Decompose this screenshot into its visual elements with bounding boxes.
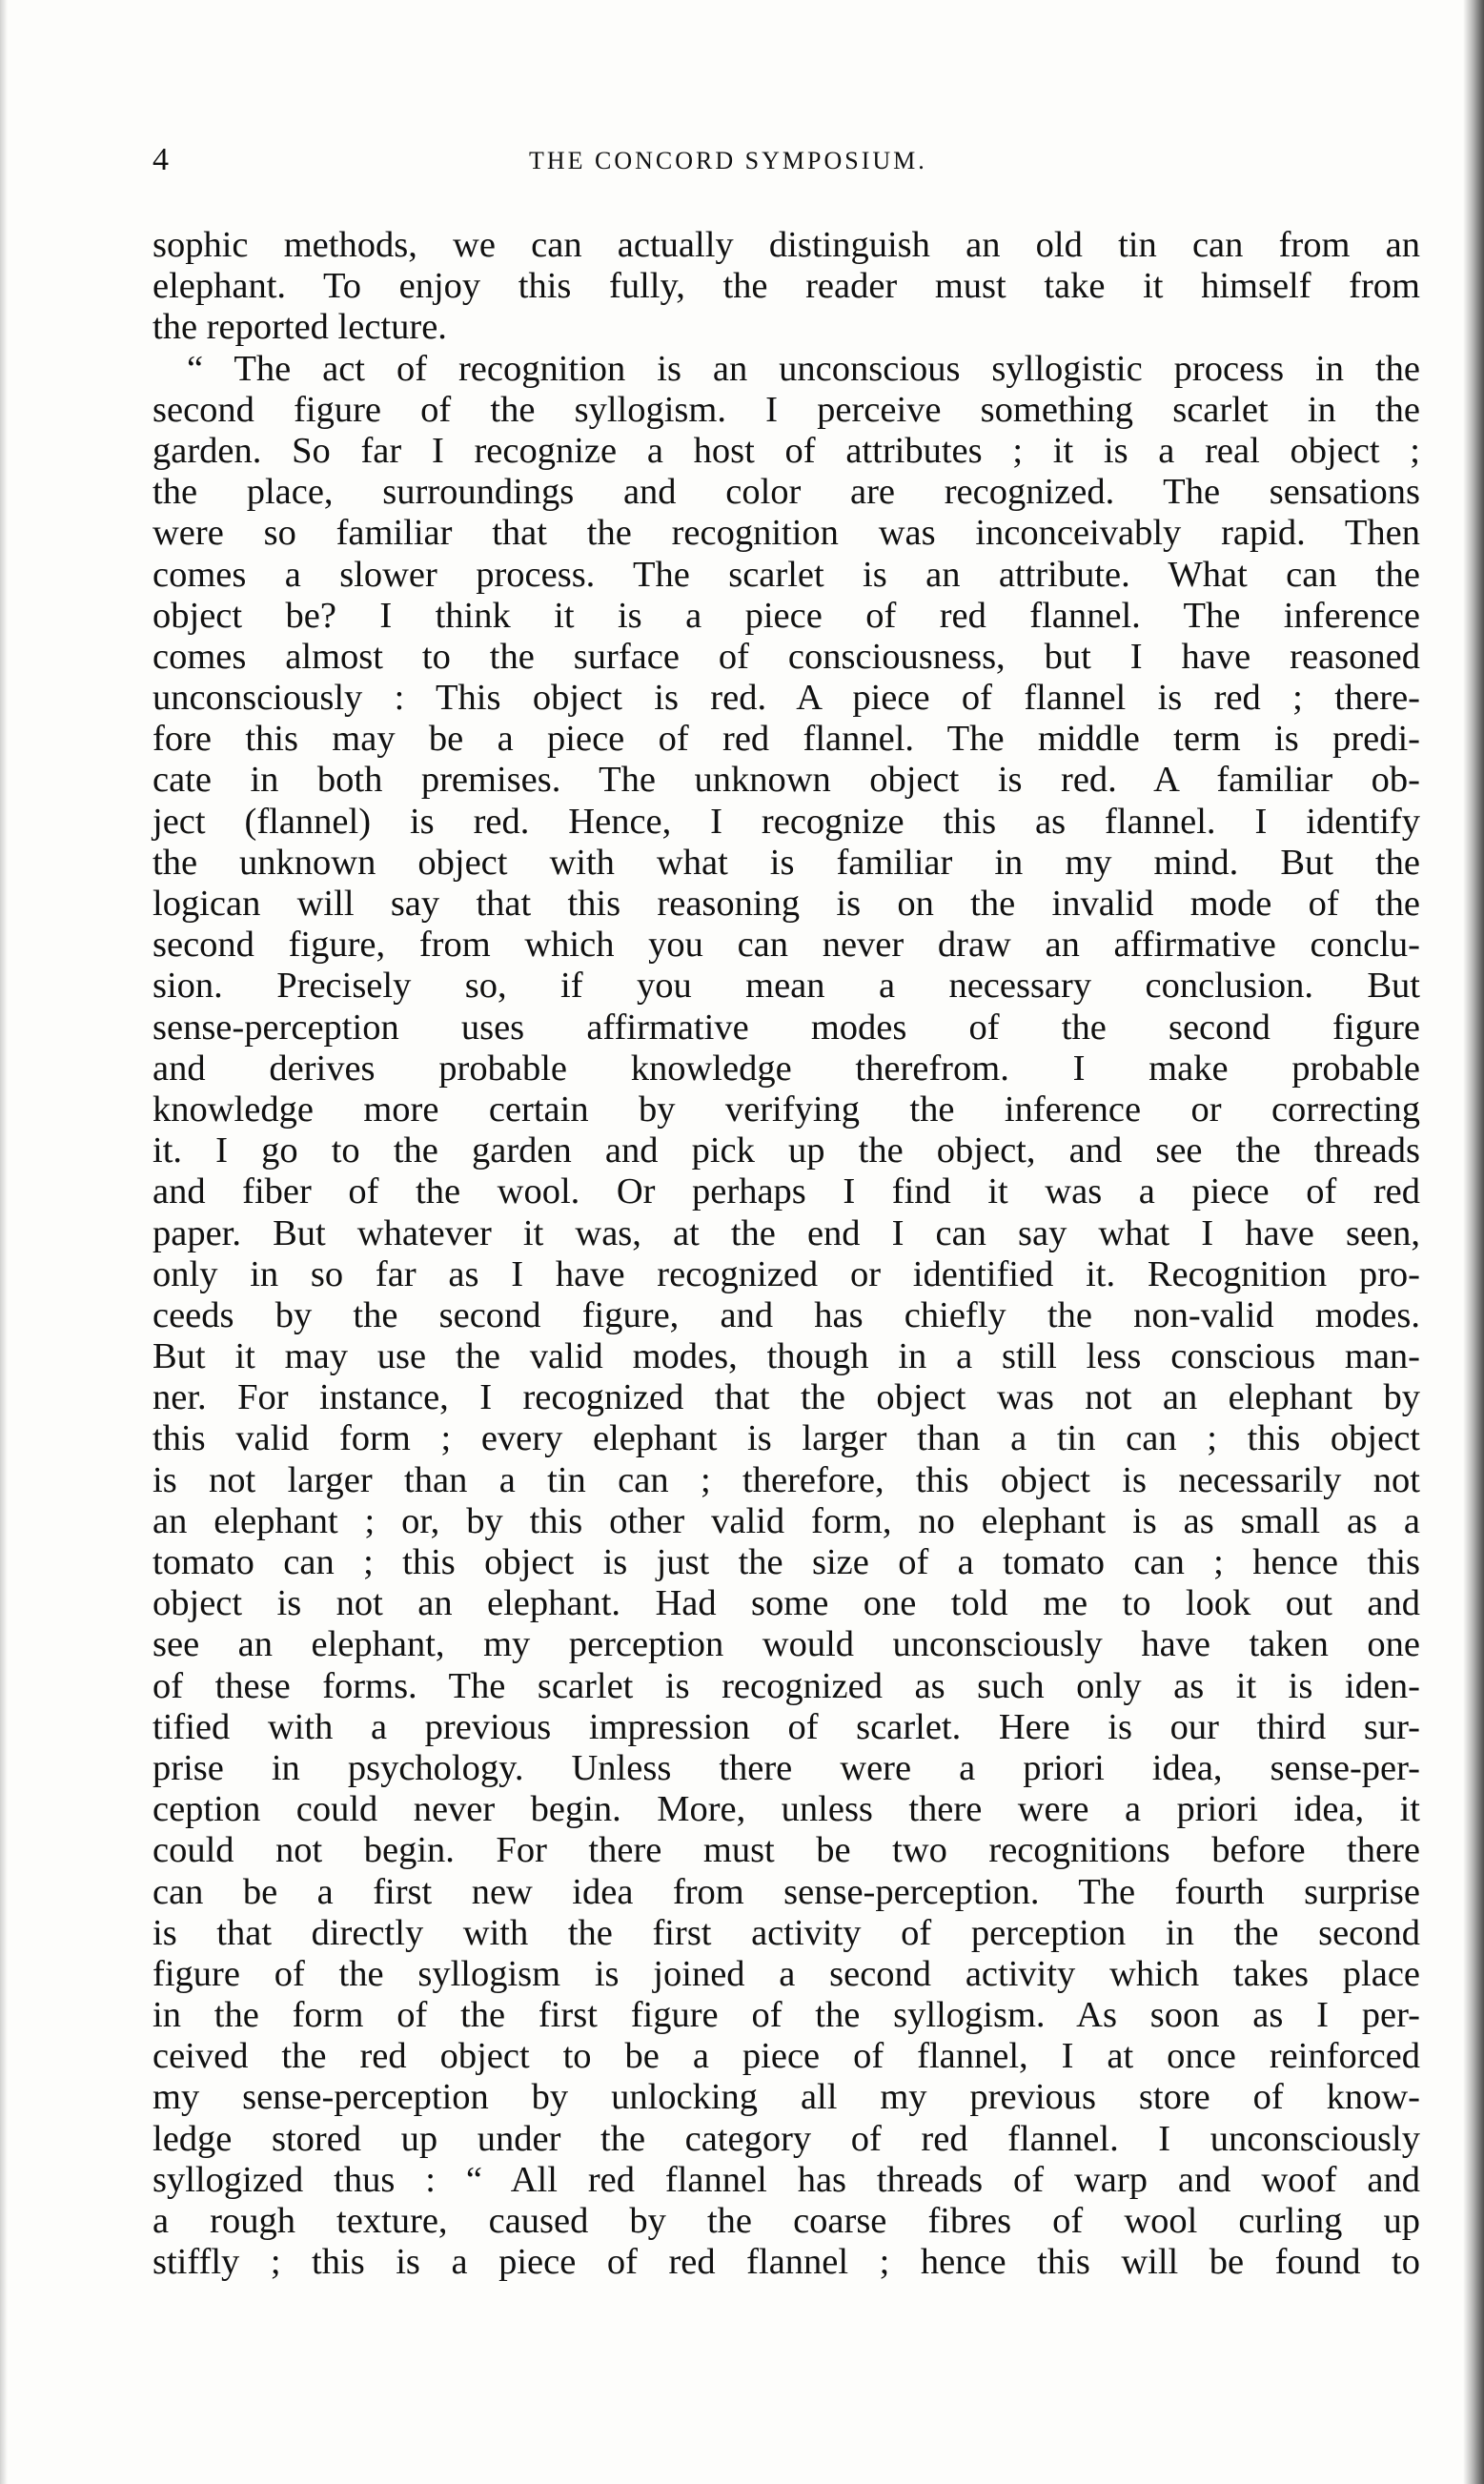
text-line: my sense-perception by unlocking all my previous store of know- — [152, 2077, 1420, 2118]
page-header — [152, 141, 1420, 179]
text-line: is not larger than a tin can ; therefore, this object is necessarily not — [152, 1459, 1420, 1500]
text-line: ject (flannel) is red. Hence, I recognize this as flannel. I identify — [152, 801, 1420, 842]
text-line: object is not an elephant. Had some one told me to look out and — [152, 1583, 1420, 1624]
text-line: cate in both premises. The unknown object is red. A familiar ob- — [152, 760, 1420, 801]
text-line: ception could never begin. More, unless there were a priori idea, it — [152, 1789, 1420, 1830]
text-line: of these forms. The scarlet is recognized as such only as it is iden- — [152, 1665, 1420, 1706]
text-line: only in so far as I have recognized or identified it. Recognition pro- — [152, 1253, 1420, 1294]
text-line: a rough texture, caused by the coarse fibres of wool curling up — [152, 2201, 1420, 2241]
text-line: sophic methods, we can actually distinguish an old tin can from an — [152, 225, 1420, 265]
text-line: sion. Precisely so, if you mean a necessary conclusion. But — [152, 966, 1420, 1007]
text-line: fore this may be a piece of red flannel. The middle term is predi- — [152, 719, 1420, 760]
running-head: THE CONCORD SYMPOSIUM. — [529, 147, 927, 174]
text-line: were so familiar that the recognition was inconceivably rapid. Then — [152, 513, 1420, 554]
text-line: second figure, from which you can never draw an affirmative conclu- — [152, 925, 1420, 966]
page-binding-shadow — [1463, 0, 1484, 2484]
text-line: it. I go to the garden and pick up the object, and see the threads — [152, 1130, 1420, 1171]
text-line: ledge stored up under the category of red flannel. I unconsciously — [152, 2118, 1420, 2159]
text-line: in the form of the first figure of the syllogism. As soon as I per- — [152, 1995, 1420, 2036]
text-line: But it may use the valid modes, though in a still less conscious man- — [152, 1336, 1420, 1377]
text-line: tified with a previous impression of scarlet. Here is our third sur- — [152, 1706, 1420, 1747]
page-number: 4 — [152, 142, 169, 177]
text-line: can be a first new idea from sense-perception. The fourth surprise — [152, 1871, 1420, 1912]
text-line: “ The act of recognition is an unconscious syllogistic process in the — [187, 348, 1420, 389]
text-line: an elephant ; or, by this other valid form, no elephant is as small as a — [152, 1500, 1420, 1541]
text-line: and derives probable knowledge therefrom. I make probable — [152, 1048, 1420, 1089]
text-line: this valid form ; every elephant is larger than a tin can ; this object — [152, 1418, 1420, 1459]
text-line: tomato can ; this object is just the size of a tomato can ; hence this — [152, 1542, 1420, 1582]
text-line: the place, surroundings and color are recognized. The sensations — [152, 472, 1420, 513]
page-edge-shadow-left — [0, 0, 8, 2484]
text-line: sense-perception uses affirmative modes of the second figure — [152, 1007, 1420, 1048]
text-line: object be? I think it is a piece of red flannel. The inference — [152, 595, 1420, 636]
text-line: second figure of the syllogism. I perceive something scarlet in the — [152, 389, 1420, 430]
text-line: garden. So far I recognize a host of attributes ; it is a real object ; — [152, 430, 1420, 471]
text-line: elephant. To enjoy this fully, the reader must take it himself from — [152, 266, 1420, 307]
text-line: see an elephant, my perception would unconsciously have taken one — [152, 1624, 1420, 1665]
text-line: the reported lecture. — [152, 307, 447, 348]
text-line: stiffly ; this is a piece of red flannel ; hence this will be found to — [152, 2242, 1420, 2283]
text-line: unconsciously : This object is red. A piece of flannel is red ; there- — [152, 678, 1420, 719]
text-line: the unknown object with what is familiar in my mind. But the — [152, 842, 1420, 883]
text-line: ceived the red object to be a piece of flannel, I at once reinforced — [152, 2036, 1420, 2077]
text-line: could not begin. For there must be two recognitions before there — [152, 1830, 1420, 1871]
text-line: prise in psychology. Unless there were a priori idea, sense-per- — [152, 1747, 1420, 1788]
text-line: logican will say that this reasoning is on the invalid mode of the — [152, 884, 1420, 924]
text-line: paper. But whatever it was, at the end I can say what I have seen, — [152, 1212, 1420, 1253]
text-line: comes a slower process. The scarlet is an attribute. What can the — [152, 554, 1420, 595]
text-line: ceeds by the second figure, and has chiefly the non-valid modes. — [152, 1294, 1420, 1335]
text-line: comes almost to the surface of consciousness, but I have reasoned — [152, 636, 1420, 677]
text-line: ner. For instance, I recognized that the object was not an elephant by — [152, 1377, 1420, 1418]
text-line: is that directly with the first activity of perception in the second — [152, 1912, 1420, 1953]
text-line: and fiber of the wool. Or perhaps I find it was a piece of red — [152, 1171, 1420, 1212]
body-text — [152, 225, 1420, 2283]
text-line: figure of the syllogism is joined a second activity which takes place — [152, 1953, 1420, 1994]
text-line: knowledge more certain by verifying the inference or correcting — [152, 1089, 1420, 1130]
text-line: syllogized thus : “ All red flannel has threads of warp and woof and — [152, 2159, 1420, 2200]
